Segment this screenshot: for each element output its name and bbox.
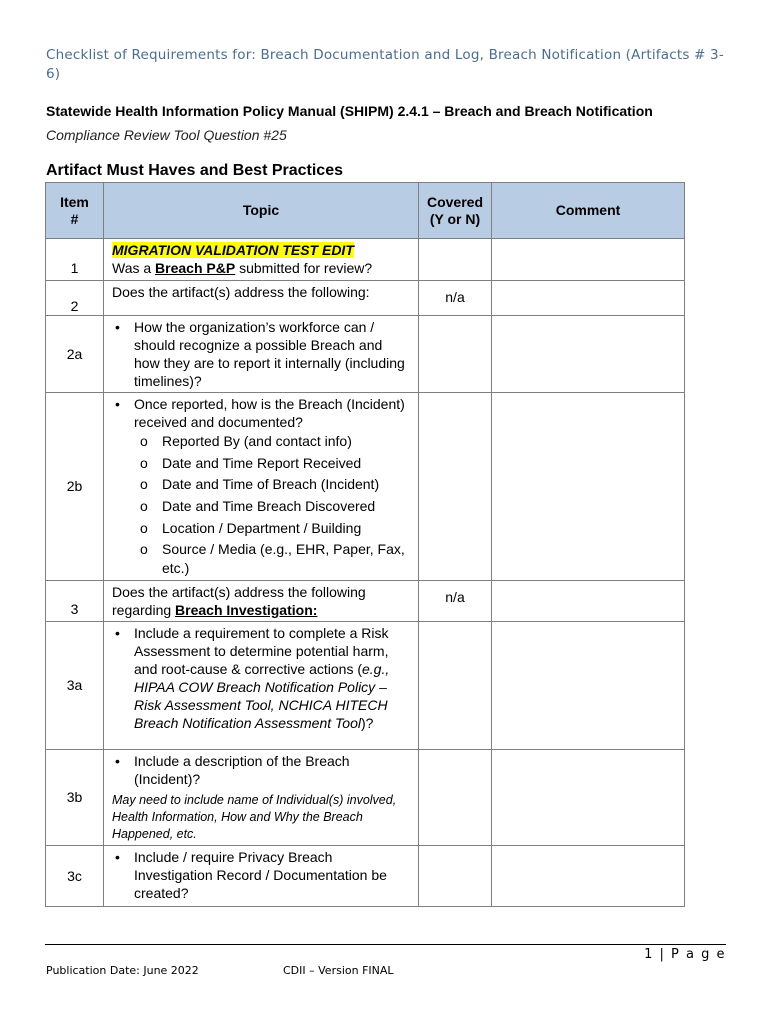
sub-bullet: o Date and Time Report Received	[112, 453, 410, 475]
sub-bullet: o Date and Time of Breach (Incident)	[112, 474, 410, 496]
topic-cell	[104, 749, 419, 845]
bullet-text: • Once reported, how is the Breach (Incident) received and documented?	[112, 395, 410, 431]
table-row	[46, 239, 685, 281]
comment-cell	[492, 749, 685, 845]
header-covered: Covered (Y or N)	[419, 183, 492, 239]
topic-cell	[104, 621, 419, 749]
page-number: 1 | P a g e	[644, 947, 726, 962]
requirements-table	[45, 182, 685, 907]
comment-cell	[492, 621, 685, 749]
topic-cell	[104, 845, 419, 906]
topic-text: Was a	[112, 260, 156, 276]
section-title: Artifact Must Haves and Best Practices	[46, 162, 343, 179]
item-number: 3	[46, 580, 104, 621]
table-row	[46, 393, 685, 581]
compliance-question: Compliance Review Tool Question #25	[46, 127, 287, 143]
covered-cell: n/a	[419, 281, 492, 316]
highlight-text: MIGRATION VALIDATION TEST EDIT	[112, 242, 354, 258]
covered-cell	[419, 845, 492, 906]
covered-cell	[419, 749, 492, 845]
footer-divider	[45, 944, 726, 945]
table-row	[46, 749, 685, 845]
header-item: Item #	[46, 183, 104, 239]
item-number: 2	[46, 281, 104, 316]
covered-cell	[419, 316, 492, 393]
item-number: 2a	[46, 316, 104, 393]
topic-text: Does the artifact(s) address the following regarding	[112, 583, 366, 618]
item-number: 3b	[46, 749, 104, 845]
table-row	[46, 621, 685, 749]
comment-cell	[492, 316, 685, 393]
topic-text: submitted for review?	[235, 260, 373, 276]
table-header-row	[46, 183, 685, 239]
item-number: 3c	[46, 845, 104, 906]
bullet-text: • Include / require Privacy Breach Investigation Record / Documentation be created?	[112, 848, 410, 902]
covered-cell	[419, 239, 492, 281]
comment-cell	[492, 580, 685, 621]
checklist-title: Checklist of Requirements for: Breach Documentation and Log, Breach Notification (Artifacts # 3-6)	[46, 47, 724, 82]
example-tools-text: e.g., HIPAA COW Breach Notification Policy – Risk Assessment Tool, NCHICA HITECH Breach Notification Assessment Tool	[134, 660, 390, 731]
covered-cell: n/a	[419, 580, 492, 621]
document-version: CDII – Version FINAL	[283, 964, 394, 977]
sub-bullet: o Reported By (and contact info)	[112, 431, 410, 453]
comment-cell	[492, 845, 685, 906]
table-row	[46, 845, 685, 906]
bullet-text: • How the organization’s workforce can / should recognize a possible Breach and how they are to report it internally (including timelines)?	[112, 318, 410, 390]
item-number: 2b	[46, 393, 104, 581]
table-row	[46, 316, 685, 393]
header-topic: Topic	[104, 183, 419, 239]
sub-bullet: o Location / Department / Building	[112, 518, 410, 540]
comment-cell	[492, 239, 685, 281]
header-comment: Comment	[492, 183, 685, 239]
publication-date: Publication Date: June 2022	[46, 964, 199, 977]
sub-bullet: o Date and Time Breach Discovered	[112, 496, 410, 518]
topic-cell	[104, 580, 419, 621]
topic-text: Does the artifact(s) address the following:	[104, 281, 419, 316]
comment-cell	[492, 393, 685, 581]
item-number: 3a	[46, 621, 104, 749]
covered-cell	[419, 393, 492, 581]
topic-cell	[104, 239, 419, 281]
bullet-text-part: )?	[360, 714, 374, 731]
comment-cell	[492, 281, 685, 316]
breach-pp-link: Breach P&P	[155, 260, 236, 276]
topic-cell	[104, 316, 419, 393]
covered-cell	[419, 621, 492, 749]
breach-investigation-link: Breach Investigation:	[175, 601, 318, 618]
bullet-text: • Include a description of the Breach (Incident)?	[112, 752, 410, 788]
table-row	[46, 281, 685, 316]
bullet-text	[112, 624, 410, 732]
sub-bullet: o Source / Media (e.g., EHR, Paper, Fax, etc.)	[112, 540, 410, 578]
guidance-note: May need to include name of Individual(s) involved, Health Information, How and Why the Breach Happened, etc.	[112, 792, 397, 841]
topic-cell	[104, 393, 419, 581]
item-number: 1	[46, 239, 104, 281]
table-row	[46, 580, 685, 621]
manual-title: Statewide Health Information Policy Manual (SHIPM) 2.4.1 – Breach and Breach Notification	[46, 103, 653, 119]
bullet-text-part: Include a requirement to complete a Risk Assessment to determine potential harm, and root-cause & corrective actions (	[134, 624, 389, 677]
